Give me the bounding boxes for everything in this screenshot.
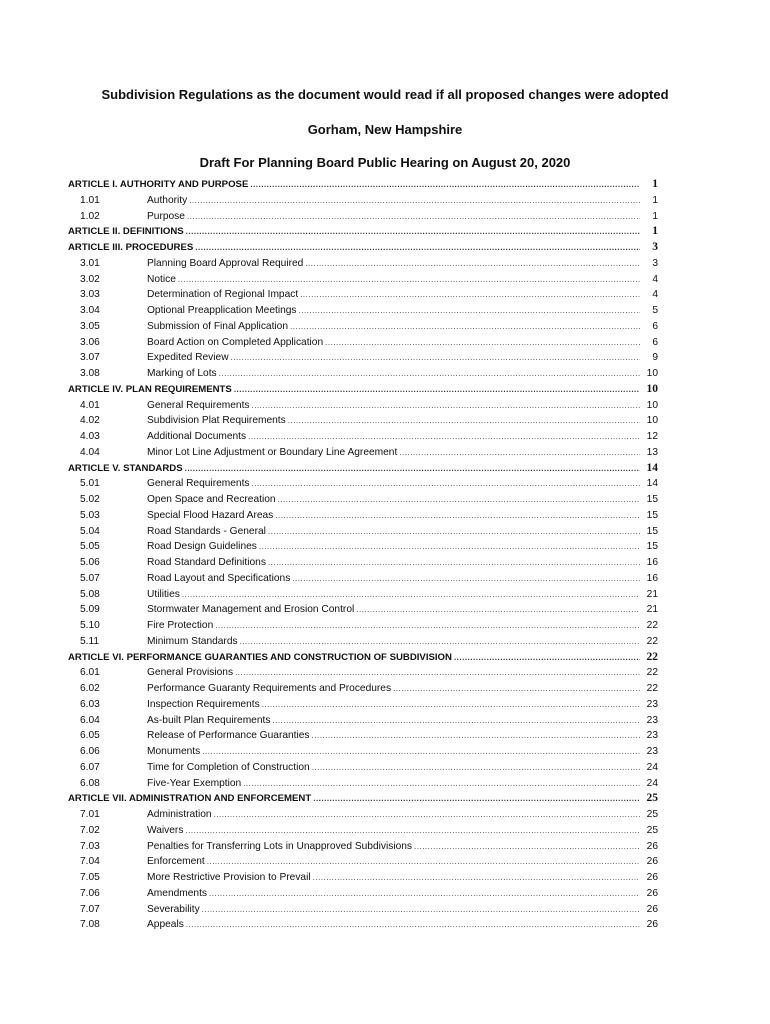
toc-section-entry[interactable] — [68, 587, 658, 603]
toc-section-entry[interactable] — [68, 445, 658, 461]
toc-dot-leader — [215, 618, 640, 634]
toc-page-number: 16 — [646, 557, 658, 568]
toc-section-entry[interactable] — [68, 602, 658, 618]
toc-section-entry[interactable] — [68, 413, 658, 429]
toc-entry-title: Marking of Lots — [147, 368, 217, 379]
toc-page-number: 3 — [652, 241, 658, 253]
toc-entry-title: ARTICLE VII. ADMINISTRATION AND ENFORCEMENT — [68, 793, 312, 805]
toc-page-number: 1 — [652, 178, 658, 190]
toc-section-entry[interactable] — [68, 256, 658, 272]
toc-entry-title: Utilities — [147, 588, 180, 600]
toc-section-entry[interactable] — [68, 555, 658, 571]
toc-section-number: 6.03 — [80, 698, 100, 710]
toc-dot-leader — [300, 287, 640, 303]
toc-entry-title: Enforcement — [147, 856, 205, 868]
toc-page-number: 6 — [652, 320, 658, 332]
toc-page-number: 24 — [646, 761, 658, 773]
toc-page-number: 26 — [646, 887, 658, 899]
document-location: Gorham, New Hampshire — [307, 122, 463, 137]
toc-page-number: 25 — [646, 792, 658, 805]
toc-section-number: 5.11 — [80, 635, 100, 647]
toc-section-entry[interactable] — [68, 665, 658, 681]
toc-page-number: 10 — [646, 368, 658, 379]
toc-dot-leader — [278, 492, 640, 508]
toc-section-entry[interactable] — [68, 760, 658, 776]
toc-entry-title: Authority — [147, 194, 188, 206]
toc-dot-leader — [185, 823, 640, 839]
toc-section-entry[interactable] — [68, 886, 658, 902]
toc-page-number: 10 — [646, 399, 658, 411]
toc-page-number: 21 — [646, 604, 658, 616]
toc-section-entry[interactable] — [68, 209, 658, 225]
toc-section-entry[interactable] — [68, 854, 658, 870]
toc-section-number: 4.03 — [80, 431, 100, 442]
toc-section-number: 3.07 — [80, 352, 100, 364]
toc-page-number: 13 — [646, 446, 658, 458]
toc-dot-leader — [393, 681, 640, 697]
toc-entry-title: Fire Protection — [147, 620, 214, 631]
toc-entry-title: Notice — [147, 273, 176, 285]
toc-section-number: 6.05 — [80, 730, 100, 742]
toc-dot-leader — [186, 917, 640, 933]
toc-section-number: 7.03 — [80, 840, 100, 852]
toc-page-number: 15 — [646, 494, 658, 505]
toc-entry-title: Open Space and Recreation — [147, 494, 276, 505]
toc-dot-leader — [234, 382, 640, 398]
toc-dot-leader — [209, 886, 640, 902]
toc-page-number: 1 — [652, 210, 658, 222]
toc-article-entry[interactable] — [68, 461, 658, 477]
toc-section-number: 3.02 — [80, 273, 100, 285]
table-of-contents — [68, 177, 658, 933]
toc-dot-leader — [313, 870, 640, 886]
toc-page-number: 10 — [646, 382, 658, 395]
toc-section-number: 6.01 — [80, 667, 100, 679]
toc-entry-title: More Restrictive Provision to Prevail — [147, 872, 311, 883]
toc-section-entry[interactable] — [68, 350, 658, 366]
toc-page-number: 24 — [646, 777, 658, 789]
toc-dot-leader — [356, 602, 640, 618]
toc-section-number: 6.07 — [80, 761, 100, 773]
toc-article-entry[interactable] — [68, 224, 658, 240]
toc-entry-title: Waivers — [147, 824, 184, 836]
toc-section-number: 6.04 — [80, 714, 100, 726]
toc-page-number: 25 — [646, 809, 658, 820]
toc-entry-title: Road Layout and Specifications — [147, 572, 291, 584]
toc-page-number: 25 — [646, 824, 658, 836]
toc-dot-leader — [252, 476, 641, 492]
toc-section-number: 5.07 — [80, 572, 100, 584]
toc-dot-leader — [178, 272, 640, 288]
toc-section-number: 3.05 — [80, 320, 100, 332]
toc-dot-leader — [259, 539, 640, 555]
toc-section-entry[interactable] — [68, 335, 658, 351]
toc-section-number: 4.04 — [80, 446, 100, 458]
toc-entry-title: Additional Documents — [147, 431, 247, 442]
toc-entry-title: Minimum Standards — [147, 635, 238, 647]
toc-page-number: 22 — [646, 620, 658, 631]
toc-entry-title: Monuments — [147, 746, 201, 757]
toc-entry-title: Optional Preapplication Meetings — [147, 305, 297, 316]
toc-entry-title: Road Design Guidelines — [147, 541, 257, 553]
toc-section-entry[interactable] — [68, 634, 658, 650]
toc-page-number: 26 — [646, 840, 658, 852]
toc-dot-leader — [312, 760, 640, 776]
toc-entry-title: Appeals — [147, 919, 184, 931]
toc-page-number: 26 — [646, 856, 658, 868]
toc-article-entry[interactable] — [68, 791, 658, 807]
toc-article-entry[interactable] — [68, 650, 658, 666]
toc-entry-title: Penalties for Transferring Lots in Unapproved Subdivisions — [147, 840, 413, 852]
toc-entry-title: ARTICLE II. DEFINITIONS — [68, 226, 184, 238]
toc-page-number: 1 — [652, 194, 658, 206]
toc-entry-title: Administration — [147, 809, 212, 820]
toc-dot-leader — [219, 366, 640, 382]
document-title: Subdivision Regulations as the document would read if all proposed changes were adopted — [101, 87, 669, 102]
toc-section-number: 3.03 — [80, 289, 100, 301]
toc-page-number: 16 — [646, 572, 658, 584]
toc-dot-leader — [185, 461, 640, 477]
toc-section-entry[interactable] — [68, 319, 658, 335]
toc-section-entry[interactable] — [68, 776, 658, 792]
toc-section-entry[interactable] — [68, 524, 658, 540]
toc-section-entry[interactable] — [68, 728, 658, 744]
toc-section-entry[interactable] — [68, 193, 658, 209]
toc-dot-leader — [262, 697, 640, 713]
toc-section-entry[interactable] — [68, 807, 658, 823]
toc-section-entry[interactable] — [68, 681, 658, 697]
toc-section-entry[interactable] — [68, 902, 658, 918]
toc-entry-title: Subdivision Plat Requirements — [147, 415, 286, 427]
toc-dot-leader — [399, 445, 640, 461]
toc-entry-title: Submission of Final Application — [147, 320, 289, 332]
toc-dot-leader — [186, 224, 640, 240]
toc-page-number: 6 — [652, 336, 658, 348]
toc-entry-title: General Provisions — [147, 667, 234, 679]
toc-page-number: 14 — [646, 478, 658, 490]
toc-entry-title: Five-Year Exemption — [147, 777, 242, 789]
toc-section-number: 1.02 — [80, 210, 100, 222]
toc-entry-title: Road Standard Definitions — [147, 557, 266, 568]
toc-section-entry[interactable] — [68, 917, 658, 933]
toc-section-number: 5.09 — [80, 604, 100, 616]
toc-section-number: 7.05 — [80, 872, 100, 883]
toc-section-number: 7.02 — [80, 824, 100, 836]
toc-section-number: 1.01 — [80, 194, 100, 206]
toc-article-entry[interactable] — [68, 177, 658, 193]
toc-dot-leader — [182, 587, 640, 603]
toc-dot-leader — [272, 713, 640, 729]
toc-dot-leader — [292, 571, 640, 587]
toc-dot-leader — [252, 398, 641, 414]
toc-dot-leader — [189, 193, 640, 209]
toc-dot-leader — [299, 303, 640, 319]
toc-section-entry[interactable] — [68, 508, 658, 524]
toc-section-entry[interactable] — [68, 713, 658, 729]
toc-section-number: 3.01 — [80, 257, 100, 269]
toc-entry-title: Time for Completion of Construction — [147, 761, 310, 773]
toc-page-number: 9 — [652, 352, 658, 364]
toc-dot-leader — [187, 209, 640, 225]
draft-notice: Draft For Planning Board Public Hearing on August 20, 2020 — [199, 155, 571, 170]
toc-dot-leader — [243, 776, 640, 792]
toc-entry-title: Amendments — [147, 887, 208, 899]
toc-section-number: 3.04 — [80, 305, 100, 316]
toc-section-entry[interactable] — [68, 303, 658, 319]
toc-page-number: 22 — [646, 667, 658, 679]
toc-dot-leader — [313, 791, 640, 807]
toc-section-number: 5.06 — [80, 557, 100, 568]
toc-page-number: 4 — [652, 273, 658, 285]
toc-dot-leader — [454, 650, 640, 666]
toc-dot-leader — [248, 429, 640, 445]
toc-section-entry[interactable] — [68, 429, 658, 445]
toc-dot-leader — [290, 319, 640, 335]
toc-section-number: 5.04 — [80, 525, 100, 537]
toc-page-number: 23 — [646, 714, 658, 726]
toc-page-number: 3 — [652, 257, 658, 269]
toc-entry-title: General Requirements — [147, 399, 250, 411]
toc-dot-leader — [268, 555, 640, 571]
toc-dot-leader — [312, 728, 640, 744]
toc-dot-leader — [195, 240, 640, 256]
toc-section-entry[interactable] — [68, 618, 658, 634]
toc-entry-title: Performance Guaranty Requirements and Procedures — [147, 683, 392, 694]
toc-section-entry[interactable] — [68, 744, 658, 760]
toc-section-entry[interactable] — [68, 272, 658, 288]
toc-section-number: 7.07 — [80, 903, 100, 915]
toc-dot-leader — [202, 744, 640, 760]
toc-section-number: 3.06 — [80, 336, 100, 348]
toc-page-number: 1 — [652, 225, 658, 238]
toc-page-number: 10 — [646, 415, 658, 427]
toc-dot-leader — [305, 256, 640, 272]
toc-section-entry[interactable] — [68, 398, 658, 414]
toc-section-entry[interactable] — [68, 839, 658, 855]
toc-section-number: 6.08 — [80, 777, 100, 789]
toc-section-number: 5.03 — [80, 509, 100, 521]
toc-section-entry[interactable] — [68, 697, 658, 713]
toc-entry-title: General Requirements — [147, 478, 250, 490]
toc-entry-title: Road Standards - General — [147, 525, 266, 537]
toc-section-number: 7.06 — [80, 887, 100, 899]
toc-section-number: 6.02 — [80, 683, 100, 694]
toc-page-number: 4 — [652, 289, 658, 301]
toc-page-number: 26 — [646, 872, 658, 883]
toc-section-number: 5.01 — [80, 478, 100, 490]
toc-section-number: 7.01 — [80, 809, 100, 820]
toc-entry-title: Release of Performance Guaranties — [147, 730, 310, 742]
toc-page-number: 15 — [646, 509, 658, 521]
toc-dot-leader — [235, 665, 640, 681]
toc-entry-title: Expedited Review — [147, 352, 229, 364]
toc-entry-title: ARTICLE V. STANDARDS — [68, 462, 183, 474]
toc-page-number: 26 — [646, 919, 658, 931]
toc-dot-leader — [275, 508, 640, 524]
toc-entry-title: Purpose — [147, 210, 185, 222]
toc-dot-leader — [325, 335, 640, 351]
toc-section-number: 5.10 — [80, 620, 100, 631]
toc-page-number: 23 — [646, 698, 658, 710]
toc-page-number: 21 — [646, 588, 658, 600]
toc-entry-title: Stormwater Management and Erosion Control — [147, 604, 355, 616]
toc-entry-title: Determination of Regional Impact — [147, 289, 299, 301]
toc-dot-leader — [240, 634, 640, 650]
toc-entry-title: Inspection Requirements — [147, 698, 260, 710]
toc-entry-title: As-built Plan Requirements — [147, 714, 271, 726]
toc-page-number: 26 — [646, 903, 658, 915]
toc-page-number: 12 — [646, 431, 658, 442]
toc-section-entry[interactable] — [68, 539, 658, 555]
toc-page-number: 23 — [646, 730, 658, 742]
toc-section-number: 6.06 — [80, 746, 100, 757]
toc-entry-title: ARTICLE III. PROCEDURES — [68, 242, 194, 253]
toc-dot-leader — [268, 524, 640, 540]
toc-dot-leader — [231, 350, 640, 366]
toc-entry-title: ARTICLE VI. PERFORMANCE GUARANTIES AND CONSTRUCTION OF SUBDIVISION — [68, 651, 452, 663]
toc-section-entry[interactable] — [68, 287, 658, 303]
toc-entry-title: ARTICLE IV. PLAN REQUIREMENTS — [68, 383, 232, 395]
toc-section-number: 5.02 — [80, 494, 100, 505]
toc-section-entry[interactable] — [68, 476, 658, 492]
toc-dot-leader — [207, 854, 640, 870]
toc-page-number: 22 — [646, 635, 658, 647]
toc-section-entry[interactable] — [68, 571, 658, 587]
toc-section-number: 5.05 — [80, 541, 100, 553]
toc-page-number: 15 — [646, 541, 658, 553]
toc-dot-leader — [414, 839, 640, 855]
toc-page-number: 22 — [646, 650, 658, 663]
toc-section-number: 4.01 — [80, 399, 100, 411]
toc-section-number: 4.02 — [80, 415, 100, 427]
toc-section-entry[interactable] — [68, 366, 658, 382]
toc-dot-leader — [288, 413, 640, 429]
toc-entry-title: ARTICLE I. AUTHORITY AND PURPOSE — [68, 179, 249, 190]
toc-page-number: 23 — [646, 746, 658, 757]
toc-section-number: 3.08 — [80, 368, 100, 379]
toc-dot-leader — [250, 177, 640, 193]
toc-section-entry[interactable] — [68, 823, 658, 839]
toc-entry-title: Special Flood Hazard Areas — [147, 509, 274, 521]
toc-entry-title: Board Action on Completed Application — [147, 336, 324, 348]
toc-section-number: 5.08 — [80, 588, 100, 600]
toc-entry-title: Minor Lot Line Adjustment or Boundary Line Agreement — [147, 446, 398, 458]
toc-article-entry[interactable] — [68, 240, 658, 256]
toc-page-number: 14 — [646, 461, 658, 474]
toc-entry-title: Severability — [147, 903, 200, 915]
toc-page-number: 5 — [652, 305, 658, 316]
toc-page-number: 15 — [646, 525, 658, 537]
toc-dot-leader — [202, 902, 640, 918]
toc-section-number: 7.08 — [80, 919, 100, 931]
toc-entry-title: Planning Board Approval Required — [147, 257, 304, 269]
toc-article-entry[interactable] — [68, 382, 658, 398]
toc-section-number: 7.04 — [80, 856, 100, 868]
toc-page-number: 22 — [646, 683, 658, 694]
toc-dot-leader — [214, 807, 640, 823]
toc-section-entry[interactable] — [68, 492, 658, 508]
toc-section-entry[interactable] — [68, 870, 658, 886]
